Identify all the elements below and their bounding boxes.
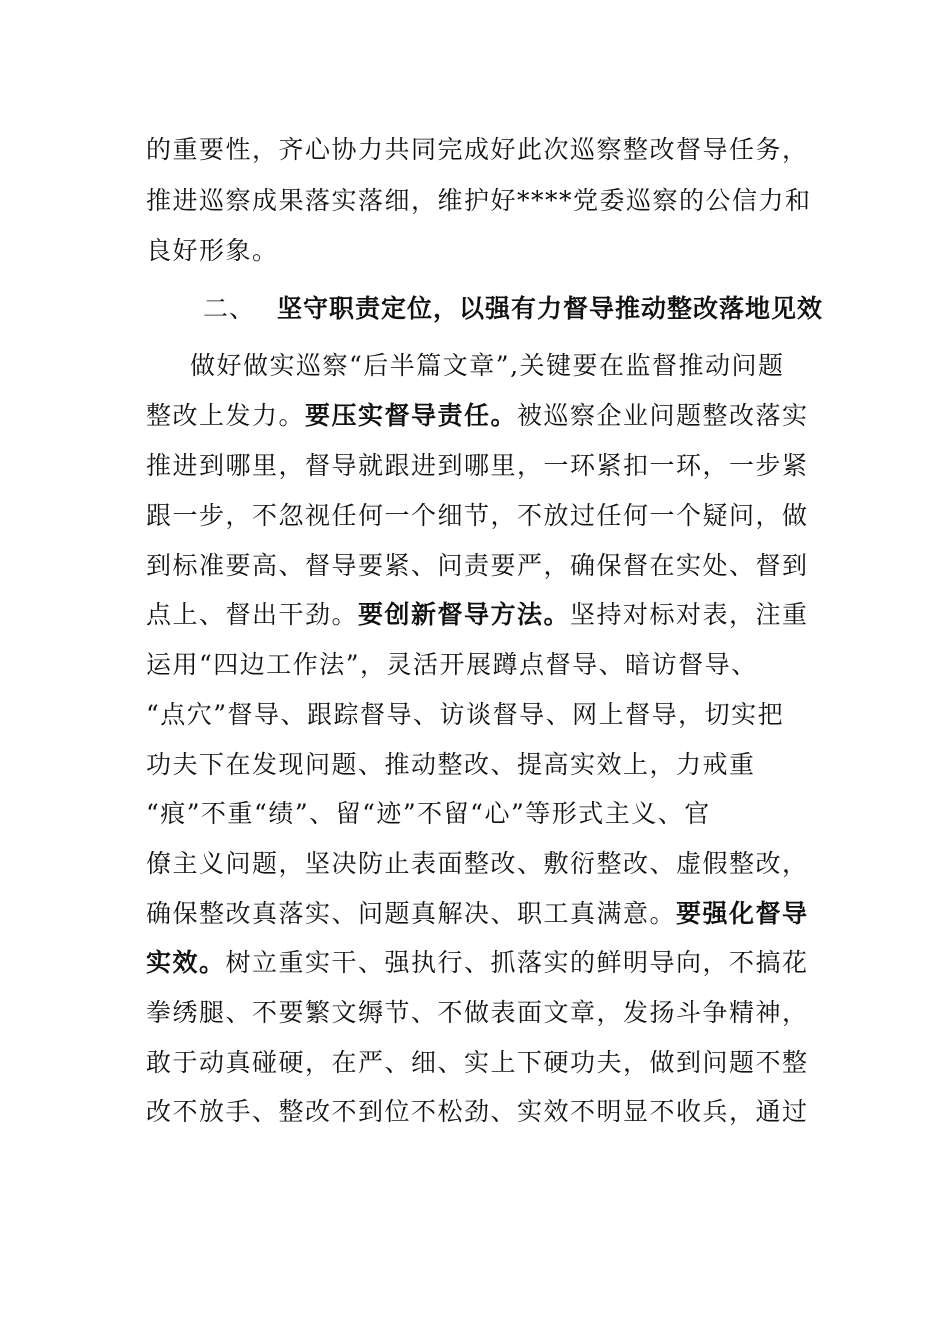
paragraph-line: 拳绣腿、不要繁文缛节、不做表面文章，发扬斗争精神，: [146, 998, 809, 1027]
paragraph-line: 敢于动真碰硬，在严、细、实上下硬功夫，做到问题不整: [146, 1048, 809, 1077]
paragraph-line: [146, 599, 809, 631]
text-run: 树立重实干、强执行、抓落实的鲜明导向，不搞花: [225, 948, 809, 977]
paragraph-line: 推进到哪里，督导就跟进到哪里，一环紧扣一环，一步紧: [146, 451, 809, 480]
paragraph-line: 改不放手、整改不到位不松劲、实效不明显不收兵，通过: [146, 1097, 809, 1126]
text-run: 被巡察企业问题整改落实: [517, 401, 809, 430]
paragraph-line: 做好做实巡察“后半篇文章”,关键要在监督推动问题: [190, 351, 785, 380]
paragraph-line: 运用“四边工作法”，灵活开展蹲点督导、暗访督导、: [146, 650, 758, 679]
paragraph-line: 跟一步，不忽视任何一个细节，不放过任何一个疑问，做: [146, 501, 809, 530]
text-run: 点上、督出干劲。: [146, 600, 359, 629]
bold-run: 要压实督导责任。: [305, 401, 518, 430]
bold-run: 要强化督导: [676, 899, 809, 928]
paragraph-line: 良好形象。: [146, 236, 279, 265]
paragraph-line: “痕”不重“绩”、留“迹”不留“心”等形式主义、官: [146, 799, 711, 828]
section-title: 坚守职责定位，以强有力督导推动整改落地见效: [277, 294, 824, 323]
paragraph-line: 功夫下在发现问题、推动整改、提高实效上，力戒重: [146, 750, 756, 779]
section-number: 二、: [203, 294, 256, 323]
paragraph-line: [146, 947, 809, 979]
text-run: 确保整改真落实、问题真解决、职工真满意。: [146, 899, 677, 928]
paragraph-line: 推进巡察成果落实落细，维护好****党委巡察的公信力和: [146, 186, 812, 215]
paragraph-line: [146, 400, 809, 432]
bold-run: 实效。: [146, 948, 226, 977]
text-run: 整改上发力。: [146, 401, 306, 430]
paragraph-line: [146, 898, 809, 930]
paragraph-line: 僚主义问题，坚决防止表面整改、敷衍整改、虚假整改，: [146, 849, 809, 878]
paragraph-line: 的重要性，齐心协力共同完成好此次巡察整改督导任务，: [146, 135, 809, 164]
paragraph-line: “点穴”督导、跟踪督导、访谈督导、网上督导，切实把: [146, 700, 785, 729]
section-heading: [203, 293, 823, 325]
bold-run: 要创新督导方法。: [358, 600, 571, 629]
text-run: 坚持对标对表，注重: [570, 600, 809, 629]
paragraph-line: 到标准要高、督导要紧、问责要严，确保督在实处、督到: [146, 551, 809, 580]
